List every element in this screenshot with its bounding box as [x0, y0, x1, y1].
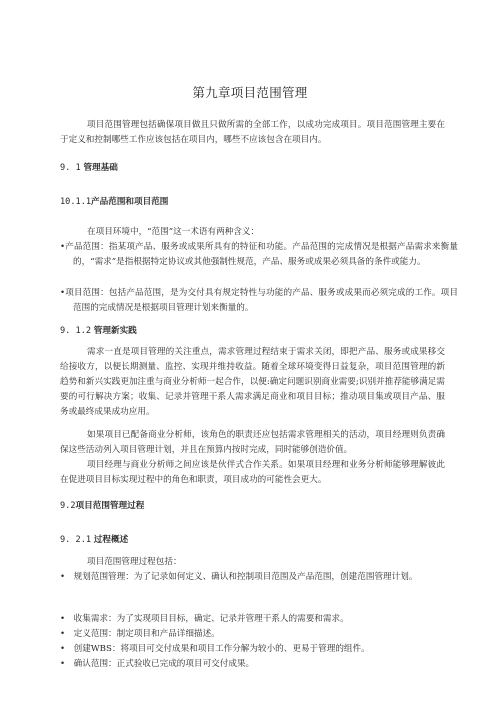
heading-text: 管理新实践: [93, 326, 137, 336]
requirements-paragraph: 需求一直是项目管理的关注重点，需求管理过程结束于需求关闭，即把产品、服务或成果移交给接收方，以便长期测量、监控、实现并维持收益。随着全球环境变得日益复杂，项目范围管理的新趋势和新兴实践更加注重与商业分析师一起合作，以便:确定问题识别商业需要;识别并推荐能够满足需要的可行解决方案；收集、记录并管理干系人需求满足商业和项目目标；推动项目集或项目产品、服务或最终成果成功应用。: [60, 347, 445, 417]
heading-number: 10.1.1: [60, 197, 92, 207]
page-title: 第九章项目范围管理: [192, 85, 308, 100]
bullet-define-scope: • 定义范围：制定项目和产品详细描述。: [60, 629, 220, 639]
business-analyst-paragraph: 如果项目已配备商业分析师，该角色的职责还应包括需求管理相关的活动，项目经理则负责确保这些活动列入项目管理计划，并且在预算内按时完成，同时能够创造价值。: [60, 430, 445, 455]
bullet-plan-scope: • 规划范围管理：为了记录如何定义、确认和控制项目范围及产品范围，创建范围管理计划。: [60, 572, 418, 582]
bullet-product-scope: •产品范围：指某项产品、服务或成果所具有的特征和功能。产品范围的完成情况是根据产品需求来衡量的，“需求”是指根据特定协议或其他强制性规范，产品、服务或成果必须具备的条件或能力。: [60, 242, 458, 267]
heading-9-1-2: [60, 325, 137, 337]
bullet-validate-scope: • 确认范围：正式验收已完成的项目可交付成果。: [60, 659, 255, 669]
heading-9-1: [60, 162, 118, 174]
heading-text: 项目范围管理过程: [75, 501, 145, 511]
intro-paragraph: 项目范围管理包括确保项目做且只做所需的全部工作，以成功完成项目。项目范围管理主要在于定义和控制哪些工作应该包括在项目内，哪些不应该包含在项目内。: [60, 120, 445, 145]
bullet-project-scope: •项目范围：包括产品范围，是为交付具有规定特性与功能的产品、服务或成果而必须完成的工作。项目范围的完成情况是根据项目管理计划来衡量的。: [60, 288, 458, 313]
heading-number: 9. 2.1: [60, 535, 92, 545]
heading-number: 9. 1: [60, 163, 81, 173]
heading-number: 9. 1.2: [60, 326, 92, 336]
heading-number: 9.2: [60, 501, 76, 511]
heading-9-2: [60, 500, 144, 512]
bullet-create-wbs: • 创建WBS：将项目可交付成果和项目工作分解为较小的、更易于管理的组件。: [60, 644, 370, 654]
bullet-collect-requirements: • 收集需求：为了实现项目目标，确定、记录并管理干系人的需要和需求。: [60, 614, 349, 624]
heading-9-2-1: [60, 534, 128, 546]
process-lead-text: 项目范围管理过程包括：: [87, 557, 182, 567]
scope-lead-text: 在项目环境中，“范围”这一术语有两种含义：: [87, 227, 260, 237]
heading-text: 产品范围和项目范围: [91, 197, 169, 207]
partnership-paragraph: 项目经理与商业分析师之间应该是伙伴式合作关系。如果项目经理和业务分析师能够理解彼此在促进项目目标实现过程中的角色和职责，项目成功的可能性会更大。: [60, 460, 445, 485]
heading-text: 管理基础: [83, 163, 118, 173]
heading-text: 过程概述: [93, 535, 129, 545]
heading-10-1-1: [60, 196, 168, 208]
